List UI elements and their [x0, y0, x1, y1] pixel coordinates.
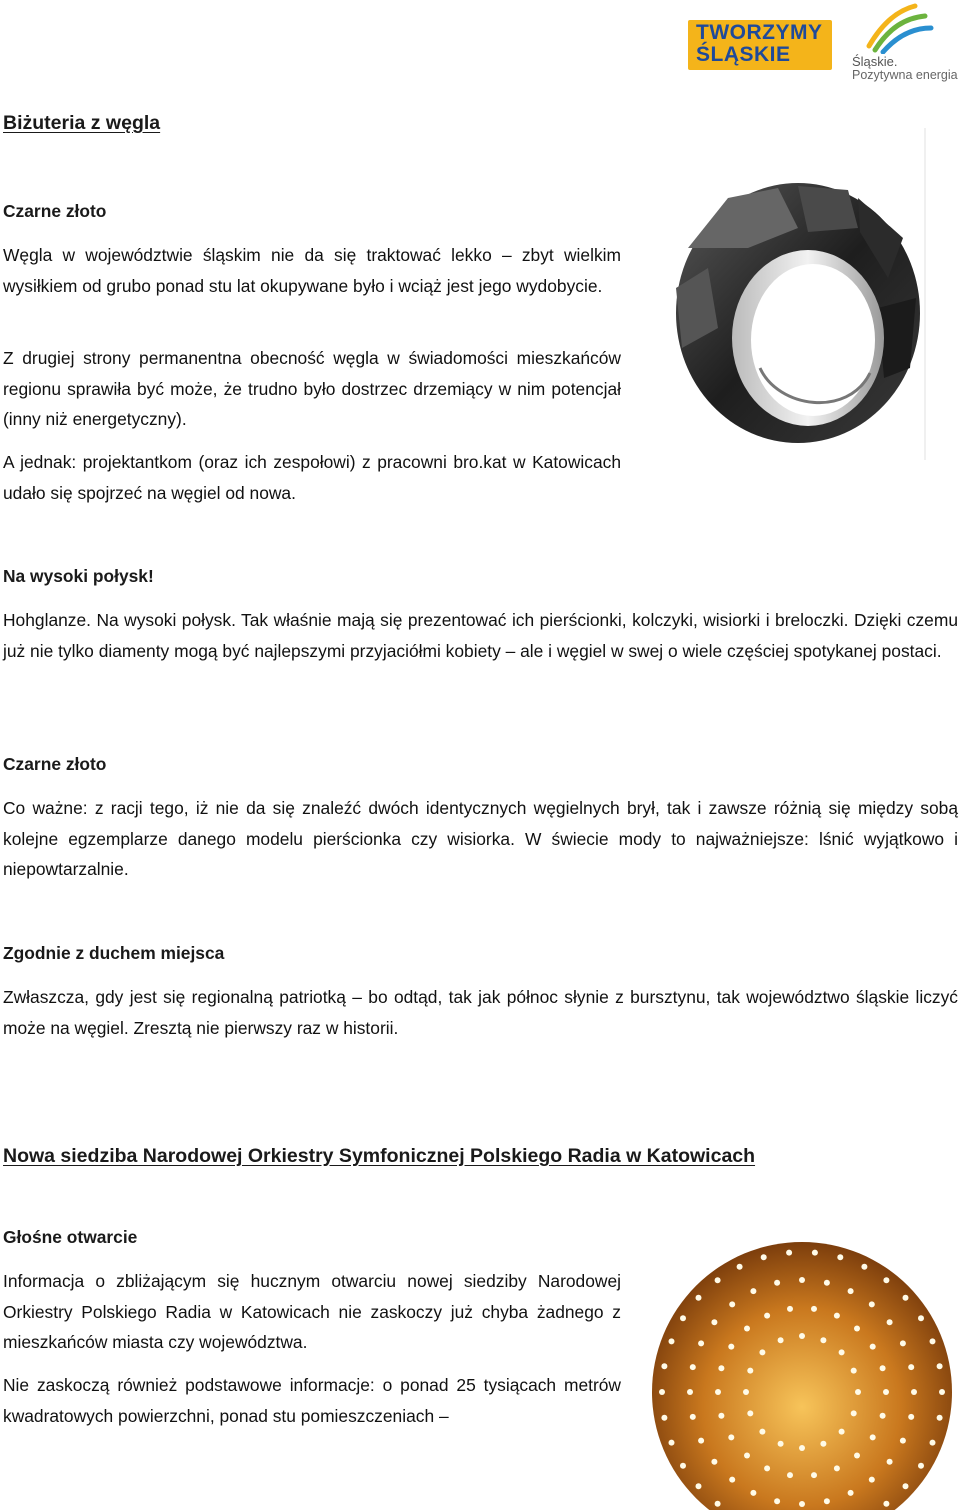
- section1-paragraph-6: Zwłaszcza, gdy jest się regionalną patriotką – bo odtąd, tak jak północ słynie z bursztynu, tak województwo śląskie liczyć może na węgiel. Zresztą nie pierwszy raz w historii.: [3, 987, 958, 1038]
- section2-paragraph-1: Informacja o zbliżającym się hucznym otwarciu nowej siedziby Narodowej Orkiestry Polskiego Radia w Katowicach nie zaskoczy już chyba żadnego z mieszkańców miasta czy województwa.: [3, 1271, 621, 1352]
- section2-title: Nowa siedziba Narodowej Orkiestry Symfonicznej Polskiego Radia w Katowicach: [3, 1145, 756, 1167]
- section1-subheading-2: Na wysoki połysk!: [3, 566, 154, 586]
- logo: [680, 0, 960, 90]
- slaskie-swoosh-icon: [865, 2, 935, 54]
- section1-paragraph-1: Węgla w województwie śląskim nie da się traktować lekko – zbyt wielkim wysiłkiem od grubo ponad stu lat okupywane było i wciąż jest jego wydobycie.: [3, 245, 621, 296]
- section1-title: Biżuteria z węgla: [3, 112, 161, 134]
- section1-paragraph-5: Co ważne: z racji tego, iż nie da się znaleźć dwóch identycznych węgielnych brył, tak i zawsze różnią się między sobą kolejne egzemplarze danego modelu pierścionka czy wisiorka. W świecie mody to najważniejsze: lśnić wyjątkowo i niepowtarzalnie.: [3, 798, 958, 879]
- section1-paragraph-4: Hohglanze. Na wysoki połysk. Tak właśnie mają się prezentować ich pierścionki, kolczyki, wisiorki i breloczki. Dzięki czemu już nie tylko diamenty mogą być najlepszymi przyjaciółmi kobiety – ale i węgiel w swej o wiele częściej spotykanej postaci.: [3, 610, 958, 661]
- section1-subheading-1: Czarne złoto: [3, 201, 107, 221]
- section1-subheading-4: Zgodnie z duchem miejsca: [3, 943, 225, 963]
- coal-ring-image: [648, 128, 930, 460]
- section1-subheading-3: Czarne złoto: [3, 754, 107, 774]
- section2-subheading-1: Głośne otwarcie: [3, 1227, 138, 1247]
- section1-paragraph-3: A jednak: projektantkom (oraz ich zespołowi) z pracowni bro.kat w Katowicach udało się spojrzeć na węgiel od nowa.: [3, 452, 621, 503]
- logo-text-line2: ŚLĄSKIE: [696, 43, 791, 66]
- logo-tagline: Pozytywna energia: [852, 68, 958, 82]
- concert-hall-image: [652, 1222, 952, 1510]
- section1-paragraph-2: Z drugiej strony permanentna obecność węgla w świadomości mieszkańców regionu sprawiła być może, że trudno było dostrzec drzemiący w nim potencjał (inny niż energetyczny).: [3, 348, 621, 429]
- logo-brand: Śląskie.: [852, 54, 898, 69]
- logo-text-line1: TWORZYMY: [696, 21, 823, 44]
- section2-paragraph-2: Nie zaskoczą również podstawowe informacje: o ponad 25 tysiącach metrów kwadratowych powierzchni, ponad stu pomieszczeniach –: [3, 1375, 621, 1426]
